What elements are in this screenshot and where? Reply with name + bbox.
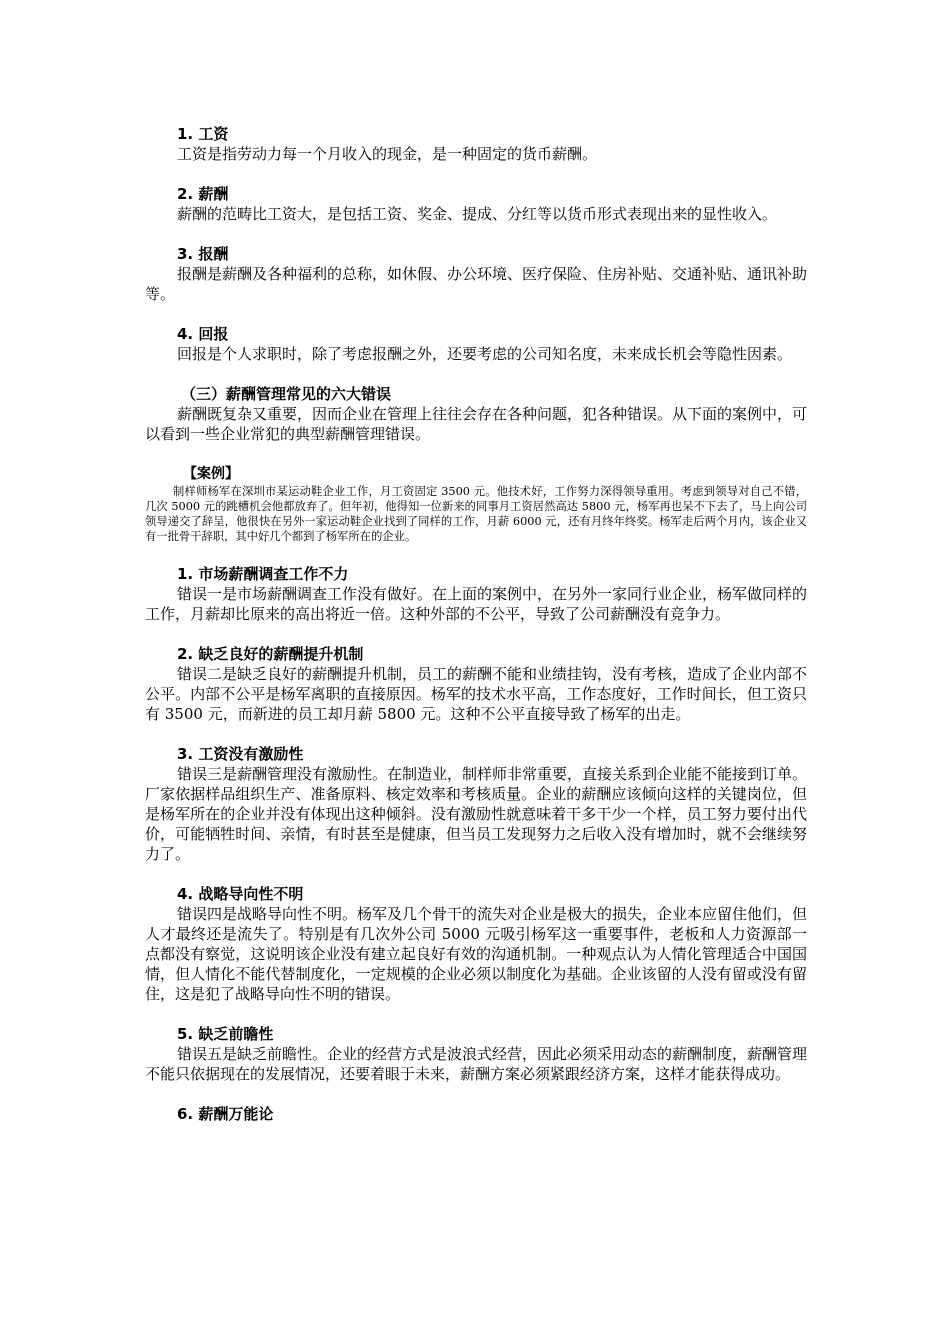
error-text-4: 错误四是战略导向性不明。杨军及几个骨干的流失对企业是极大的损失，企业本应留住他们，但人才最终还是流失了。特别是有几次外公司 5000 元吸引杨军这一重要事件，老板和人力资源部一点都没有察觉，这说明该企业没有建立起良好有效的沟通机制。一种观点认为人情化管理适合中国国情，但人情化不能代替制度化，一定规模的企业必须以制度化为基础。企业该留的人没有留或没有留住，这是犯了战略导向性不明的错误。 <box>145 905 808 1003</box>
section-text-return: 回报是个人求职时，除了考虑报酬之外，还要考虑的公司知名度，未来成长机会等隐性因素。 <box>177 345 793 363</box>
error-heading-6: 6. 薪酬万能论 <box>177 1105 274 1123</box>
part3-heading: （三）薪酬管理常见的六大错误 <box>181 385 392 403</box>
error-heading-2: 2. 缺乏良好的薪酬提升机制 <box>177 645 364 663</box>
section-heading-salary: 2. 薪酬 <box>177 185 229 203</box>
case-heading: 【案例】 <box>183 466 239 482</box>
error-heading-3: 3. 工资没有激励性 <box>177 745 304 763</box>
error-text-1: 错误一是市场薪酬调查工作没有做好。在上面的案例中，在另外一家同行业企业，杨军做同样的工作，月薪却比原来的高出将近一倍。这种外部的不公平，导致了公司薪酬没有竞争力。 <box>145 585 808 623</box>
section-heading-compensation: 3. 报酬 <box>177 245 229 263</box>
error-text-5: 错误五是缺乏前瞻性。企业的经营方式是波浪式经营，因此必须采用动态的薪酬制度，薪酬管理不能只依据现在的发展情况，还要着眼于未来，薪酬方案必须紧跟经济方案，这样才能获得成功。 <box>145 1045 808 1083</box>
error-heading-1: 1. 市场薪酬调查工作不力 <box>177 565 349 583</box>
section-heading-return: 4. 回报 <box>177 325 229 343</box>
section-heading-wage: 1. 工资 <box>177 125 229 143</box>
section-text-salary: 薪酬的范畴比工资大，是包括工资、奖金、提成、分红等以货币形式表现出来的显性收入。 <box>177 205 778 223</box>
error-heading-4: 4. 战略导向性不明 <box>177 885 304 903</box>
error-heading-5: 5. 缺乏前瞻性 <box>177 1025 274 1043</box>
case-text: 制样师杨军在深圳市某运动鞋企业工作，月工资固定 3500 元。他技术好，工作努力深得领导重用。考虑到领导对自己不错，几次 5000 元的跳槽机会他都放弃了。但年初，他得知一位新来的同事月工资居然高达 5800 元，杨军再也呆不下去了，马上向公司领导递交了辞呈，他很快在另外一家运动鞋企业找到了同样的工作，月薪 6000 元，还有月终年终奖。杨军走后两个月内，该企业又有一批骨干辞职，其中好几个都到了杨军所在的企业。 <box>145 485 807 543</box>
section-text-wage: 工资是指劳动力每一个月收入的现金，是一种固定的货币薪酬。 <box>177 145 598 163</box>
error-text-3: 错误三是薪酬管理没有激励性。在制造业，制样师非常重要，直接关系到企业能不能接到订单。厂家依据样品组织生产、准备原料、核定效率和考核质量。企业的薪酬应该倾向这样的关键岗位，但是杨军所在的企业并没有体现出这种倾斜。没有激励性就意味着干多干少一个样，员工努力要付出代价，可能牺牲时间、亲情，有时甚至是健康，但当员工发现努力之后收入没有增加时，就不会继续努力了。 <box>145 765 808 863</box>
part3-text: 薪酬既复杂又重要，因而企业在管理上往往会存在各种问题，犯各种错误。从下面的案例中，可以看到一些企业常犯的典型薪酬管理错误。 <box>145 405 808 443</box>
document-page <box>145 124 807 1124</box>
error-text-2: 错误二是缺乏良好的薪酬提升机制，员工的薪酬不能和业绩挂钩，没有考核，造成了企业内部不公平。内部不公平是杨军离职的直接原因。杨军的技术水平高，工作态度好，工作时间长，但工资只有 3500 元，而新进的员工却月薪 5800 元。这种不公平直接导致了杨军的出走。 <box>145 665 808 723</box>
section-text-compensation: 报酬是薪酬及各种福利的总称，如休假、办公环境、医疗保险、住房补贴、交通补贴、通讯补助等。 <box>145 265 808 303</box>
